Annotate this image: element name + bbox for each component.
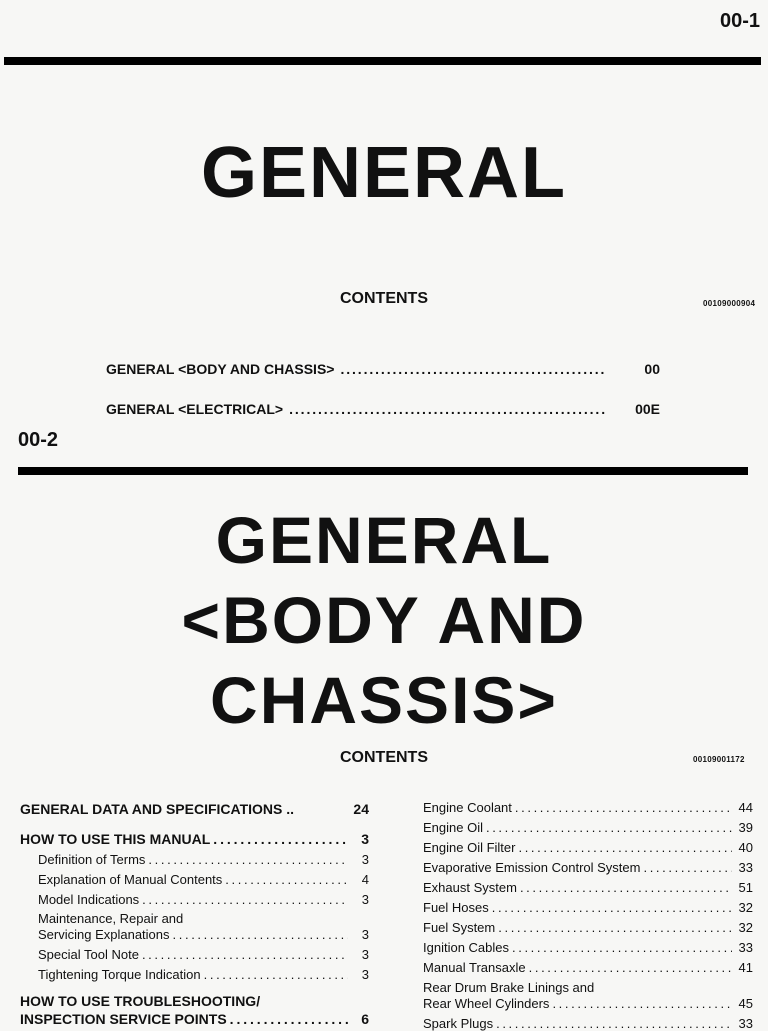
toc-entry-label-line1: HOW TO USE TROUBLESHOOTING/ bbox=[20, 993, 261, 1009]
toc-entry[interactable] bbox=[38, 927, 369, 942]
toc-entry-label: Special Tool Note bbox=[38, 947, 139, 962]
toc-entry[interactable] bbox=[106, 401, 660, 417]
toc-entry-page: 24 bbox=[353, 801, 369, 817]
dot-leader bbox=[643, 860, 732, 875]
page-number: 00-1 bbox=[719, 10, 760, 32]
toc-entry-page: 3 bbox=[361, 967, 369, 982]
toc-entry-label: Explanation of Manual Contents bbox=[38, 872, 223, 887]
toc-entry-label: Definition of Terms bbox=[38, 852, 146, 867]
toc-entry[interactable] bbox=[38, 852, 369, 867]
dot-leader bbox=[142, 947, 348, 962]
toc-entry[interactable] bbox=[423, 880, 753, 895]
dot-leader bbox=[492, 900, 732, 915]
toc-entry[interactable] bbox=[423, 996, 753, 1011]
toc-entry[interactable] bbox=[106, 361, 660, 377]
toc-entry-label: Ignition Cables bbox=[423, 940, 509, 955]
toc-entry-page: 3 bbox=[361, 892, 369, 907]
toc-entry-label: INSPECTION SERVICE POINTS bbox=[20, 1011, 227, 1027]
dot-leader bbox=[552, 996, 732, 1011]
toc-entry-page: 33 bbox=[738, 1016, 753, 1031]
toc-entry-label: Exhaust System bbox=[423, 880, 517, 895]
dot-leader bbox=[148, 852, 348, 867]
toc-entry-label: HOW TO USE THIS MANUAL bbox=[20, 831, 211, 847]
document-code: 00109001172 bbox=[693, 755, 745, 764]
toc-entry-label: GENERAL <BODY AND CHASSIS> bbox=[106, 361, 335, 377]
dot-leader bbox=[498, 920, 732, 935]
toc-entry-page: 3 bbox=[361, 927, 369, 942]
toc-entry-page: 33 bbox=[738, 860, 753, 875]
toc-entry[interactable] bbox=[38, 892, 369, 907]
contents-heading: CONTENTS bbox=[340, 749, 428, 766]
toc-entry-label: Spark Plugs bbox=[423, 1016, 494, 1031]
toc-entry-label: Engine Coolant bbox=[423, 800, 512, 815]
dot-leader bbox=[529, 960, 732, 975]
toc-entry-page: 51 bbox=[738, 880, 753, 895]
toc-entry-page: 45 bbox=[738, 996, 753, 1011]
toc-entry-label: Tightening Torque Indication bbox=[38, 967, 201, 982]
dot-leader bbox=[142, 892, 348, 907]
toc-entry-label: Fuel System bbox=[423, 920, 496, 935]
toc-entry-page: 33 bbox=[738, 940, 753, 955]
toc-entry-page: 32 bbox=[738, 920, 753, 935]
title-line: GENERAL bbox=[215, 503, 553, 577]
title-line: <BODY AND bbox=[181, 583, 587, 657]
toc-entry[interactable] bbox=[423, 940, 753, 955]
dot-leader bbox=[204, 967, 348, 982]
toc-entry-label: GENERAL DATA AND SPECIFICATIONS .. bbox=[20, 801, 295, 817]
toc-entry[interactable] bbox=[423, 960, 753, 975]
toc-entry[interactable] bbox=[38, 872, 369, 887]
toc-entry[interactable] bbox=[423, 800, 753, 815]
dot-leader bbox=[520, 880, 732, 895]
toc-entry[interactable] bbox=[20, 1011, 369, 1027]
dot-leader bbox=[225, 872, 348, 887]
contents-heading: CONTENTS bbox=[340, 290, 428, 307]
toc-entry-page: 3 bbox=[361, 852, 369, 867]
page-number: 00-2 bbox=[18, 429, 59, 451]
toc-entry-label: Evaporative Emission Control System bbox=[423, 860, 641, 875]
toc-entry[interactable] bbox=[20, 801, 369, 817]
toc-entry[interactable] bbox=[38, 947, 369, 962]
toc-entry-page: 00E bbox=[635, 401, 660, 417]
toc-entry[interactable] bbox=[423, 820, 753, 835]
document-code: 00109000904 bbox=[703, 299, 756, 308]
page-title: GENERAL bbox=[200, 133, 568, 213]
dot-leader bbox=[512, 940, 732, 955]
toc-entry-label-line1: Maintenance, Repair and bbox=[38, 911, 184, 926]
toc-entry-page: 3 bbox=[361, 831, 369, 847]
dot-leader bbox=[340, 361, 606, 377]
toc-entry[interactable] bbox=[38, 967, 369, 982]
page-title bbox=[0, 500, 768, 740]
toc-entry-label: Fuel Hoses bbox=[423, 900, 489, 915]
toc-entry-label: Manual Transaxle bbox=[423, 960, 526, 975]
toc-entry-label-line1: Rear Drum Brake Linings and bbox=[423, 980, 595, 995]
toc-entry[interactable] bbox=[423, 900, 753, 915]
toc-entry-label: Model Indications bbox=[38, 892, 140, 907]
toc-entry[interactable] bbox=[423, 840, 753, 855]
toc-entry-page: 6 bbox=[361, 1011, 369, 1027]
toc-entry[interactable] bbox=[423, 860, 753, 875]
dot-leader bbox=[173, 927, 348, 942]
header-rule bbox=[18, 467, 748, 475]
dot-leader bbox=[518, 840, 732, 855]
dot-leader bbox=[230, 1011, 348, 1027]
toc-entry-label: Servicing Explanations bbox=[38, 927, 170, 942]
header-rule bbox=[4, 57, 761, 65]
dot-leader bbox=[213, 831, 348, 847]
toc-entry-label: GENERAL <ELECTRICAL> bbox=[106, 401, 284, 417]
title-line: CHASSIS> bbox=[210, 663, 558, 737]
dot-leader bbox=[486, 820, 732, 835]
toc-entry-label: Rear Wheel Cylinders bbox=[423, 996, 550, 1011]
toc-entry-page: 4 bbox=[361, 872, 369, 887]
toc-entry[interactable] bbox=[423, 920, 753, 935]
toc-entry-page: 32 bbox=[738, 900, 753, 915]
toc-entry-page: 44 bbox=[738, 800, 753, 815]
toc-entry-page: 39 bbox=[738, 820, 753, 835]
toc-entry-page: 3 bbox=[361, 947, 369, 962]
toc-entry-label: Engine Oil bbox=[423, 820, 483, 835]
toc-entry-page: 40 bbox=[738, 840, 753, 855]
toc-entry[interactable] bbox=[20, 831, 369, 847]
toc-entry-label: Engine Oil Filter bbox=[423, 840, 516, 855]
toc-entry-page: 41 bbox=[738, 960, 753, 975]
dot-leader bbox=[515, 800, 732, 815]
toc-entry-page: 00 bbox=[644, 361, 660, 377]
dot-leader bbox=[289, 401, 606, 417]
